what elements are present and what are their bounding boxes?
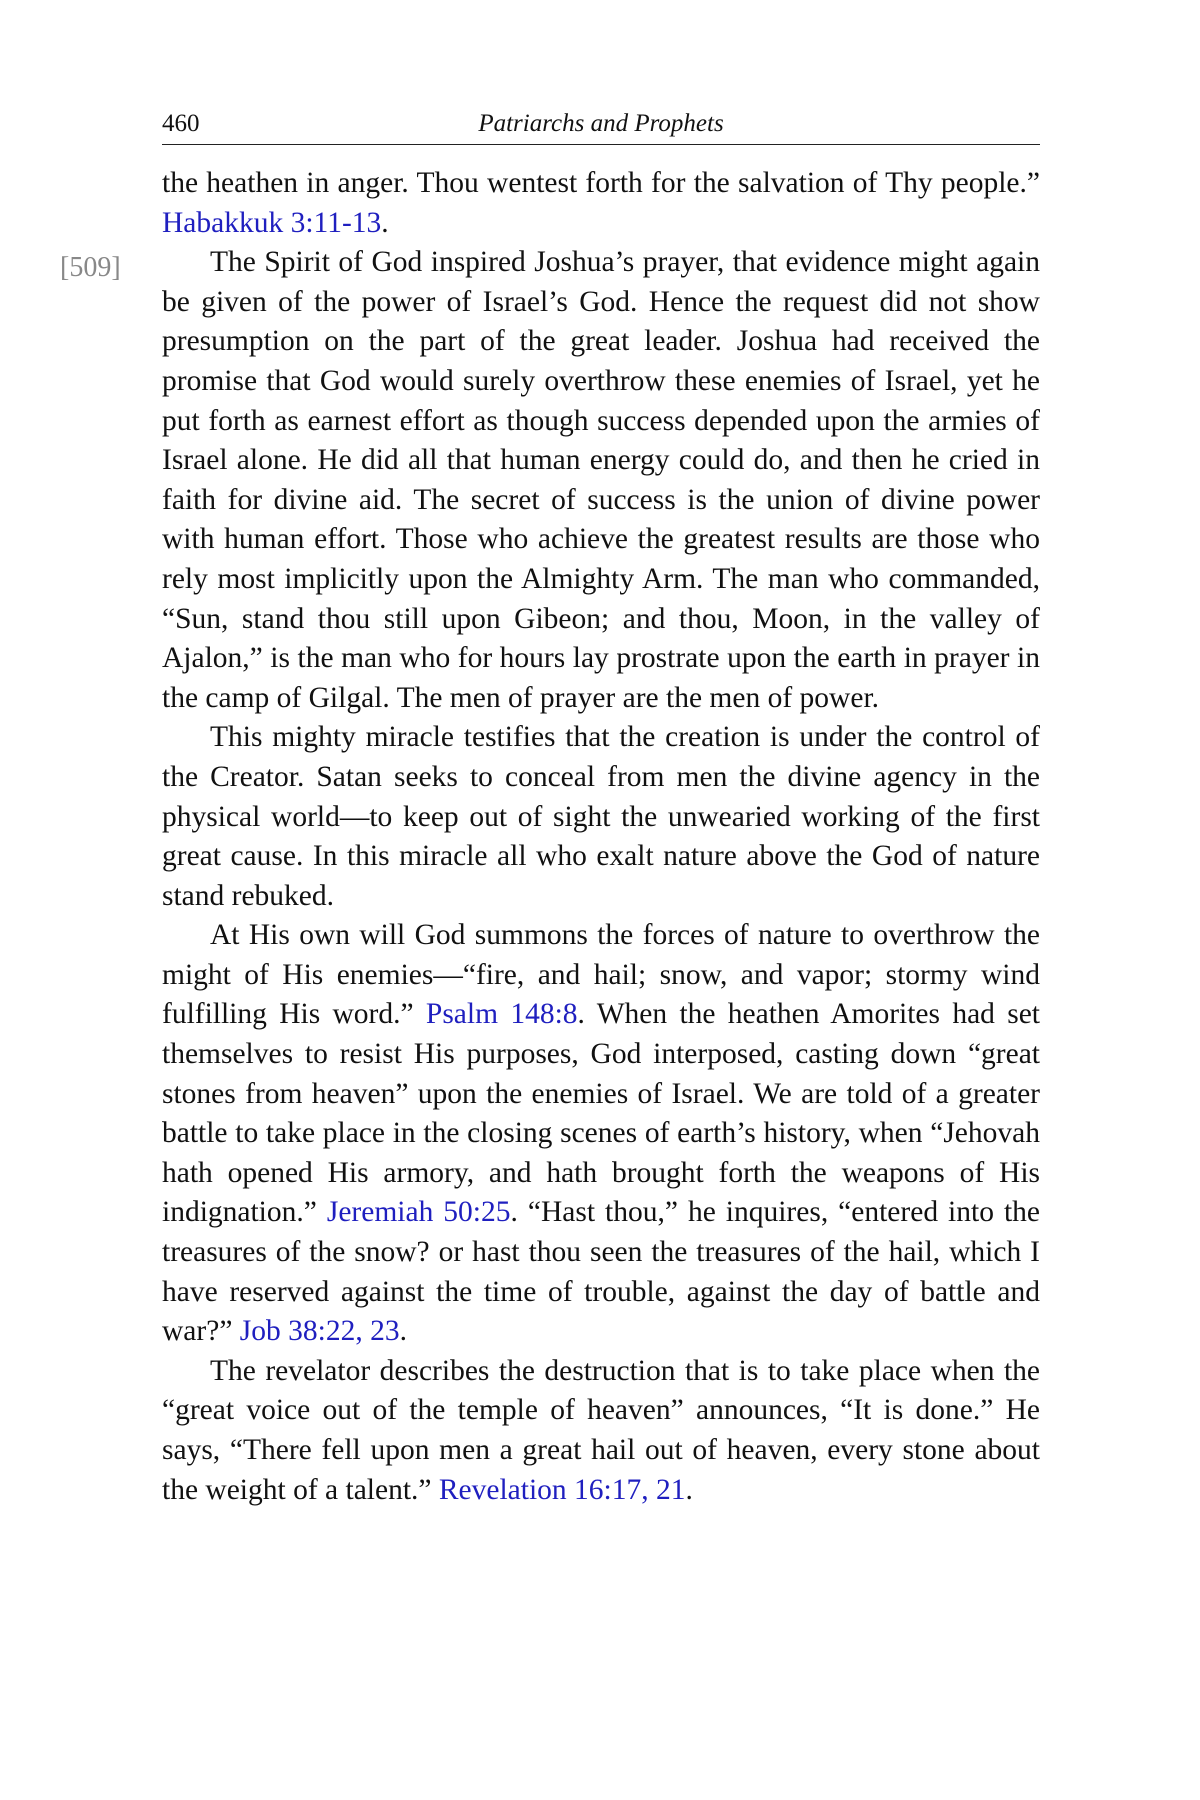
paragraph-revelator	[162, 1352, 1040, 1510]
paragraph-text: .	[381, 206, 389, 239]
margin-page-reference: [509]	[60, 252, 121, 283]
paragraph-text: The revelator describes the destruction that is to take place when the “great voice out of the temple of heaven” announces, “It is done.” He says, “There fell upon men a great hail out of heaven, every stone about the weight of a talent.”	[162, 1354, 1040, 1506]
scripture-link-revelation[interactable]: Revelation 16:17, 21	[438, 1473, 686, 1506]
page-header	[162, 106, 1040, 145]
body-text	[162, 164, 1040, 1510]
page-number: 460	[162, 110, 200, 137]
paragraph-text: The Spirit of God inspired Joshua’s prayer, that evidence might again be given of the power of Israel’s God. Hence the request did not show presumption on the part of the great leader. Joshua had received the promise that God would surely overthrow these enemies of Israel, yet he put forth as earnest effort as though success depended upon the armies of Israel alone. He did all that human energy could do, and then he cried in faith for divine aid. The secret of success is the union of divine power with human effort. Those who achieve the greatest results are those who rely most implicitly upon the Almighty Arm. The man who commanded, “Sun, stand thou still upon Gibeon; and thou, Moon, in the valley of Ajalon,” is the man who for hours lay prostrate upon the earth in prayer in the camp of Gilgal. The men of prayer are the men of power.	[162, 246, 1040, 714]
paragraph-joshua-prayer	[162, 243, 1040, 718]
paragraph-text: . When the heathen Amorites had set themselves to resist His purposes, God interposed, casting down “great stones from heaven” upon the enemies of Israel. We are told of a greater battle to take place in the closing scenes of earth’s history, when “Jehovah hath opened His armory, and hath brought forth the weapons of His indignation.”	[162, 998, 1040, 1229]
scripture-link-psalm[interactable]: Psalm 148:8	[425, 998, 578, 1031]
paragraph-forces-of-nature	[162, 916, 1040, 1352]
scripture-link-jeremiah[interactable]: Jeremiah 50:25	[326, 1196, 511, 1229]
scripture-link-job[interactable]: Job 38:22, 23	[239, 1315, 400, 1348]
paragraph-text: .	[685, 1473, 693, 1506]
paragraph-text: . “Hast thou,” he inquires, “entered into the treasures of the snow? or hast thou seen the treasures of the hail, which I have reserved against the time of trouble, against the day of battle and war?”	[162, 1196, 1040, 1348]
running-title: Patriarchs and Prophets	[478, 110, 724, 137]
paragraph-text: the heathen in anger. Thou wentest forth for the salvation of Thy people.”	[162, 167, 1040, 199]
paragraph-continuation	[162, 164, 1040, 243]
paragraph-text: This mighty miracle testifies that the creation is under the control of the Creator. Satan seeks to conceal from men the divine agency in the physical world—to keep out of sight the unwearied working of the first great cause. In this miracle all who exalt nature above the God of nature stand rebuked.	[162, 721, 1040, 912]
scripture-link-habakkuk[interactable]: Habakkuk 3:11-13	[162, 206, 382, 239]
paragraph-text: At His own will God summons the forces of nature to overthrow the might of His enemies—“fire, and hail; snow, and vapor; stormy wind fulfilling His word.”	[162, 919, 1040, 1031]
paragraph-text: .	[399, 1315, 407, 1348]
paragraph-mighty-miracle	[162, 718, 1040, 916]
